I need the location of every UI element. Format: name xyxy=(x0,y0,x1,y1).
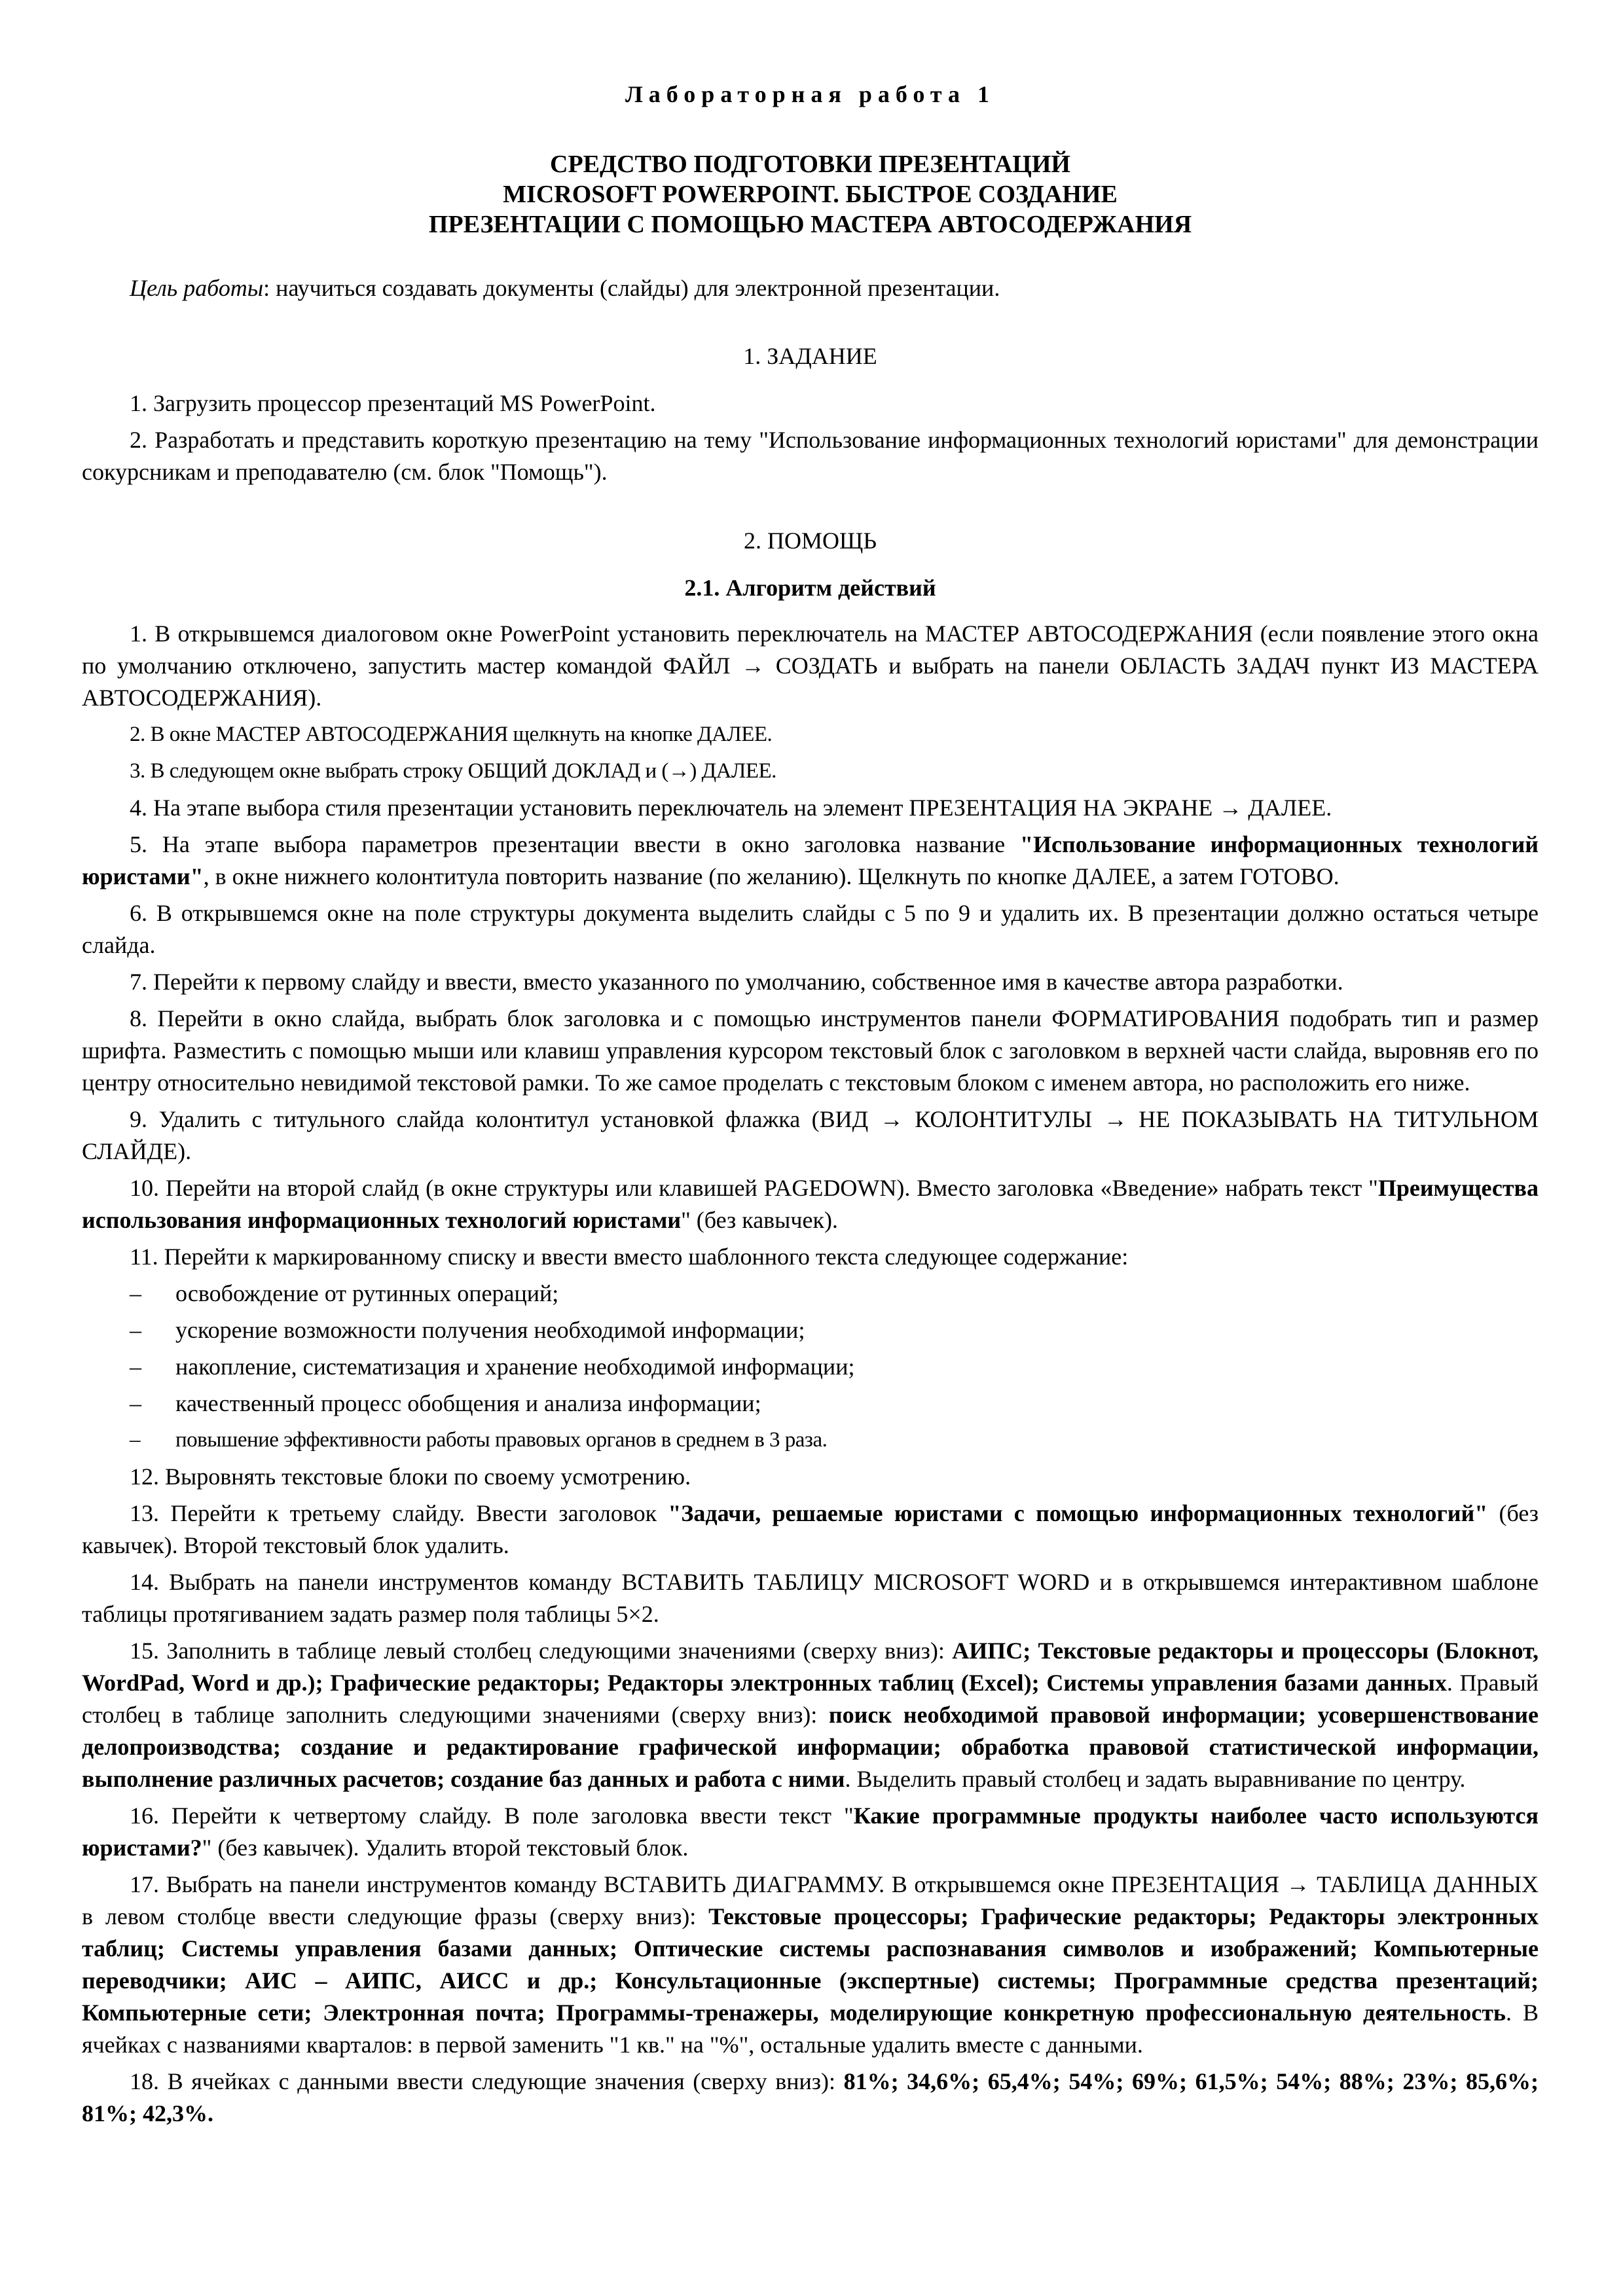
algorithm-heading: 2.1. Алгоритм действий xyxy=(684,575,936,601)
list-item xyxy=(82,1424,1539,1456)
list-item-text: накопление, систематизация и хранение необходимой информации; xyxy=(175,1354,855,1380)
step-16-text-c: " (без кавычек). Удалить второй текстовый блок. xyxy=(202,1835,689,1861)
step-10 xyxy=(82,1172,1539,1236)
list-item xyxy=(82,1278,1539,1310)
step-3: 3. В следующем окне выбрать строку ОБЩИЙ ДОКЛАД и (→) ДАЛЕЕ. xyxy=(130,759,776,783)
step-16-bold: Какие программные продукты наиболее часто используются юристами? xyxy=(82,1803,1539,1861)
help-heading: 2. ПОМОЩЬ xyxy=(744,528,877,554)
step-15-text-e: . Выделить правый столбец и задать выравнивание по центру. xyxy=(845,1766,1466,1792)
step-4: 4. На этапе выбора стиля презентации установить переключатель на элемент ПРЕЗЕНТАЦИЯ НА ЭКРАНЕ → ДАЛЕЕ. xyxy=(130,795,1332,821)
step-15-bold-d: поиск необходимой правовой информации; усовершенствование делопроизводства; создание и редактирование графической информации; обработка правовой статистической информации, выполнение различных расчетов; создание баз данных и работа с ними xyxy=(82,1702,1539,1792)
step-18-text-a: 18. В ячейках с данными ввести следующие значения (сверху вниз): xyxy=(130,2068,844,2094)
list-item xyxy=(82,1314,1539,1346)
main-title-line-1: СРЕДСТВО ПОДГОТОВКИ ПРЕЗЕНТАЦИЙ xyxy=(550,151,1070,178)
main-title xyxy=(82,149,1539,240)
list-item-text: качественный процесс обобщения и анализа информации; xyxy=(175,1390,761,1416)
task-item-2: 2. Разработать и представить короткую презентацию на тему "Использование информационных технологий юристами" для демонстрации сокурсникам и преподавателю (см. блок "Помощь"). xyxy=(82,427,1539,485)
step-17-text-a: 17. Выбрать на панели инструментов команду ВСТАВИТЬ ДИАГРАММУ. В открывшемся окне ПРЕЗЕНТАЦИЯ → ТАБЛИЦА ДАННЫХ в левом столбце ввести следующие фразы (сверху вниз): xyxy=(82,1871,1539,1929)
step-15 xyxy=(82,1635,1539,1795)
bullet-list xyxy=(82,1278,1539,1456)
step-15-bold-b: АИПС; Текстовые редакторы и процессоры (Блокнот, WordPad, Word и др.); Графические редакторы; Редакторы электронных таблиц (Excel); Системы управления базами данных xyxy=(82,1638,1539,1696)
list-item-text: ускорение возможности получения необходимой информации; xyxy=(175,1317,805,1343)
list-item xyxy=(82,1351,1539,1383)
list-item xyxy=(82,1388,1539,1420)
step-17-bold: Текстовые процессоры; Графические редакторы; Редакторы электронных таблиц; Системы управления базами данных; Оптические системы распознавания символов и изображений; Компьютерные переводчики; АИС – АИПС, АИСС и др.; Консультационные (экспертные) системы; Программные средства презентаций; Компьютерные сети; Электронная почта; Программы-тренажеры, моделирующие конкретную профессиональную деятельность xyxy=(82,1903,1539,2026)
document-content xyxy=(82,79,1539,2134)
algorithm-steps xyxy=(82,618,1539,2130)
dash-marker: – xyxy=(130,1390,141,1416)
step-10-bold: Преимущества использования информационных технологий юристами xyxy=(82,1175,1539,1233)
task-list xyxy=(82,387,1539,488)
goal-label: Цель работы xyxy=(130,275,264,301)
step-11: 11. Перейти к маркированному списку и ввести вместо шаблонного текста следующее содержание: xyxy=(130,1244,1129,1270)
step-10-text-c: " (без кавычек). xyxy=(681,1207,838,1233)
dash-marker: – xyxy=(130,1354,141,1380)
step-16-text-a: 16. Перейти к четвертому слайду. В поле заголовка ввести текст " xyxy=(130,1803,854,1829)
main-title-line-2: MICROSOFT POWERPOINT. БЫСТРОЕ СОЗДАНИЕ xyxy=(503,181,1118,208)
dash-marker: – xyxy=(130,1428,140,1452)
task-item-1: 1. Загрузить процессор презентаций MS PowerPoint. xyxy=(130,390,656,416)
step-15-text-a: 15. Заполнить в таблице левый столбец следующими значениями (сверху вниз): xyxy=(130,1638,953,1664)
step-18-bold: 81%; 34,6%; 65,4%; 54%; 69%; 61,5%; 54%; 88%; 23%; 85,6%; 81%; 42,3%. xyxy=(82,2068,1539,2126)
step-15-text-c: . Правый столбец в таблице заполнить следующими значениями (сверху вниз): xyxy=(82,1670,1539,1728)
main-title-line-3: ПРЕЗЕНТАЦИИ С ПОМОЩЬЮ МАСТЕРА АВТОСОДЕРЖАНИЯ xyxy=(428,211,1192,238)
dash-marker: – xyxy=(130,1280,141,1306)
goal-text: : научиться создавать документы (слайды) для электронной презентации. xyxy=(263,275,1000,301)
step-13-bold: "Задачи, решаемые юристами с помощью информационных технологий" xyxy=(668,1500,1488,1526)
step-18 xyxy=(82,2066,1539,2130)
task-heading: 1. ЗАДАНИЕ xyxy=(743,343,877,369)
lab-title: Лабораторная работа 1 xyxy=(625,81,996,107)
step-13-text-c: (без кавычек). Второй текстовый блок удалить. xyxy=(82,1500,1539,1558)
step-13-text-a: 13. Перейти к третьему слайду. Ввести заголовок xyxy=(130,1500,668,1526)
step-5-text-c: , в окне нижнего колонтитула повторить название (по желанию). Щелкнуть по кнопке ДАЛЕЕ, а затем ГОТОВО. xyxy=(203,863,1340,889)
list-item-text: повышение эффективности работы правовых органов в среднем в 3 раза. xyxy=(175,1428,828,1452)
step-12: 12. Выровнять текстовые блоки по своему усмотрению. xyxy=(130,1463,691,1490)
dash-marker: – xyxy=(130,1317,141,1343)
step-7: 7. Перейти к первому слайду и ввести, вместо указанного по умолчанию, собственное имя в качестве автора разработки. xyxy=(130,969,1343,995)
list-item-text: освобождение от рутинных операций; xyxy=(175,1280,559,1306)
goal-paragraph xyxy=(82,272,1539,304)
step-10-text-a: 10. Перейти на второй слайд (в окне структуры или клавишей PAGEDOWN). Вместо заголовка «Введение» набрать текст " xyxy=(130,1175,1378,1201)
step-5 xyxy=(82,829,1539,893)
step-6: 6. В открывшемся окне на поле структуры документа выделить слайды с 5 по 9 и удалить их. В презентации должно остаться четыре слайда. xyxy=(82,900,1539,958)
step-2: 2. В окне МАСТЕР АВТОСОДЕРЖАНИЯ щелкнуть на кнопке ДАЛЕЕ. xyxy=(130,723,773,746)
step-1: 1. В открывшемся диалоговом окне PowerPoint установить переключатель на МАСТЕР АВТОСОДЕРЖАНИЯ (если появление этого окна по умолчанию отключено, запустить мастер командой ФАЙЛ → СОЗДАТЬ и выбрать на панели ОБЛАСТЬ ЗАДАЧ пункт ИЗ МАСТЕРА АВТОСОДЕРЖАНИЯ). xyxy=(82,620,1539,711)
step-9: 9. Удалить с титульного слайда колонтитул установкой флажка (ВИД → КОЛОНТИТУЛЫ → НЕ ПОКАЗЫВАТЬ НА ТИТУЛЬНОМ СЛАЙДЕ). xyxy=(82,1106,1539,1164)
step-16 xyxy=(82,1800,1539,1864)
step-8: 8. Перейти в окно слайда, выбрать блок заголовка и с помощью инструментов панели ФОРМАТИРОВАНИЯ подобрать тип и размер шрифта. Разместить с помощью мыши или клавиш управления курсором текстовый блок с заголовком в верхней части слайда, выровняв его по центру относительно невидимой текстовой рамки. То же самое проделать с текстовым блоком с именем автора, но расположить его ниже. xyxy=(82,1005,1539,1096)
step-14: 14. Выбрать на панели инструментов команду ВСТАВИТЬ ТАБЛИЦУ MICROSOFT WORD и в открывшемся интерактивном шаблоне таблицы протягиванием задать размер поля таблицы 5×2. xyxy=(82,1569,1539,1627)
step-5-text-a: 5. На этапе выбора параметров презентации ввести в окно заголовка название xyxy=(130,831,1021,857)
step-13 xyxy=(82,1498,1539,1562)
step-17 xyxy=(82,1869,1539,2061)
step-5-bold: "Использование информационных технологий юристами" xyxy=(82,831,1539,889)
step-17-text-c: . В ячейках с названиями кварталов: в первой заменить "1 кв." на "%", остальные удалить вместе с данными. xyxy=(82,2000,1539,2058)
